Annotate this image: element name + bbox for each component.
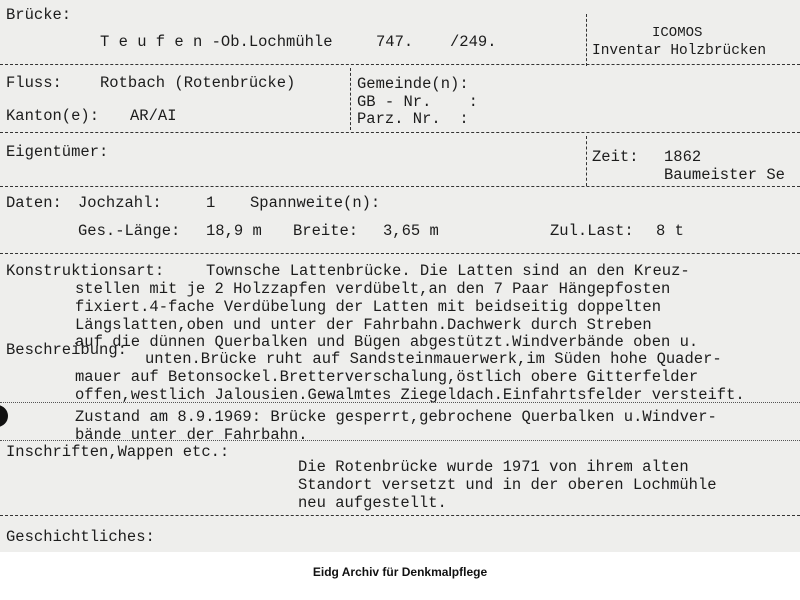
- laenge-label: Ges.-Länge:: [78, 222, 181, 240]
- konstruktion-line: stellen mit je 2 Holzzapfen verdübelt,an den 7 Paar Hängepfosten: [75, 280, 671, 298]
- row-divider: [0, 132, 800, 133]
- punch-hole: [0, 405, 8, 427]
- geschichtliches-label: Geschichtliches:: [6, 528, 155, 546]
- row-divider: [0, 253, 800, 254]
- inschriften-line: Standort versetzt und in der oberen Lochmühle: [298, 476, 717, 494]
- jochzahl-value: 1: [206, 194, 216, 212]
- daten-label: Daten:: [6, 194, 62, 212]
- inschriften-line: Die Rotenbrücke wurde 1971 von ihrem alten: [298, 458, 689, 476]
- archive-caption: Eidg Archiv für Denkmalpflege: [312, 565, 488, 579]
- row-divider: [0, 440, 800, 441]
- konstruktion-line: Townsche Lattenbrücke. Die Latten sind an den Kreuz-: [206, 262, 690, 280]
- inschriften-line: neu aufgestellt.: [298, 494, 447, 512]
- inventar-label: Inventar Holzbrücken: [592, 43, 767, 59]
- konstruktion-line: Längslatten,oben und unter der Fahrbahn.Dachwerk durch Streben: [75, 316, 652, 334]
- inschriften-label: Inschriften,Wappen etc.:: [6, 443, 230, 461]
- zeit-label: Zeit:: [592, 148, 639, 166]
- fluss-label: Fluss:: [6, 74, 62, 92]
- icomos-label: ICOMOS: [652, 25, 703, 41]
- row-divider: [0, 515, 800, 516]
- bruecke-name: T e u f e n -Ob.Lochmühle: [100, 33, 333, 51]
- zustand-line: bände unter der Fahrbahn.: [75, 426, 308, 444]
- breite-value: 3,65 m: [383, 222, 439, 240]
- zul-last-value: 8 t: [656, 222, 684, 240]
- header-divider: [586, 14, 587, 66]
- beschreibung-line: unten.Brücke ruht auf Sandsteinmauerwerk,im Süden hohe Quader-: [145, 350, 722, 368]
- laenge-value: 18,9 m: [206, 222, 262, 240]
- beschreibung-label: Beschreibung:: [6, 341, 127, 359]
- kanton-label: Kanton(e):: [6, 107, 100, 125]
- jochzahl-label: Jochzahl:: [78, 194, 162, 212]
- bruecke-number: 747.: [376, 33, 414, 51]
- row-divider: [0, 64, 800, 65]
- gb-nr-label: GB - Nr. :: [357, 93, 478, 111]
- zeit-divider: [586, 136, 587, 186]
- spannweite-label: Spannweite(n):: [250, 194, 381, 212]
- kanton-value: AR/AI: [130, 107, 177, 125]
- fluss-divider: [350, 68, 351, 130]
- konstruktion-label: Konstruktionsart:: [6, 262, 165, 280]
- bruecke-label: Brücke:: [6, 6, 72, 24]
- eigentuemer-label: Eigentümer:: [6, 143, 109, 161]
- bruecke-sub-number: /249.: [450, 33, 497, 51]
- konstruktion-line: auf die dünnen Querbalken und Bügen abgestützt.Windverbände oben u.: [75, 333, 699, 351]
- konstruktion-line: fixiert.4-fache Verdübelung der Latten mit beidseitig doppelten: [75, 298, 661, 316]
- zul-last-label: Zul.Last:: [550, 222, 634, 240]
- row-divider: [0, 402, 800, 403]
- zustand-line: Zustand am 8.9.1969: Brücke gesperrt,gebrochene Querbalken u.Windver-: [75, 408, 717, 426]
- gemeinde-label: Gemeinde(n):: [357, 75, 469, 93]
- parz-nr-label: Parz. Nr. :: [357, 110, 469, 128]
- row-divider: [0, 186, 800, 187]
- beschreibung-line: offen,westlich Jalousien.Gewalmtes Ziegeldach.Einfahrtsfelder versteift.: [75, 386, 745, 404]
- beschreibung-line: mauer auf Betonsockel.Bretterverschalung,östlich obere Gitterfelder: [75, 368, 699, 386]
- baumeister-text: Baumeister Se: [664, 166, 785, 184]
- fluss-value: Rotbach (Rotenbrücke): [100, 74, 296, 92]
- zeit-year: 1862: [664, 148, 702, 166]
- breite-label: Breite:: [293, 222, 359, 240]
